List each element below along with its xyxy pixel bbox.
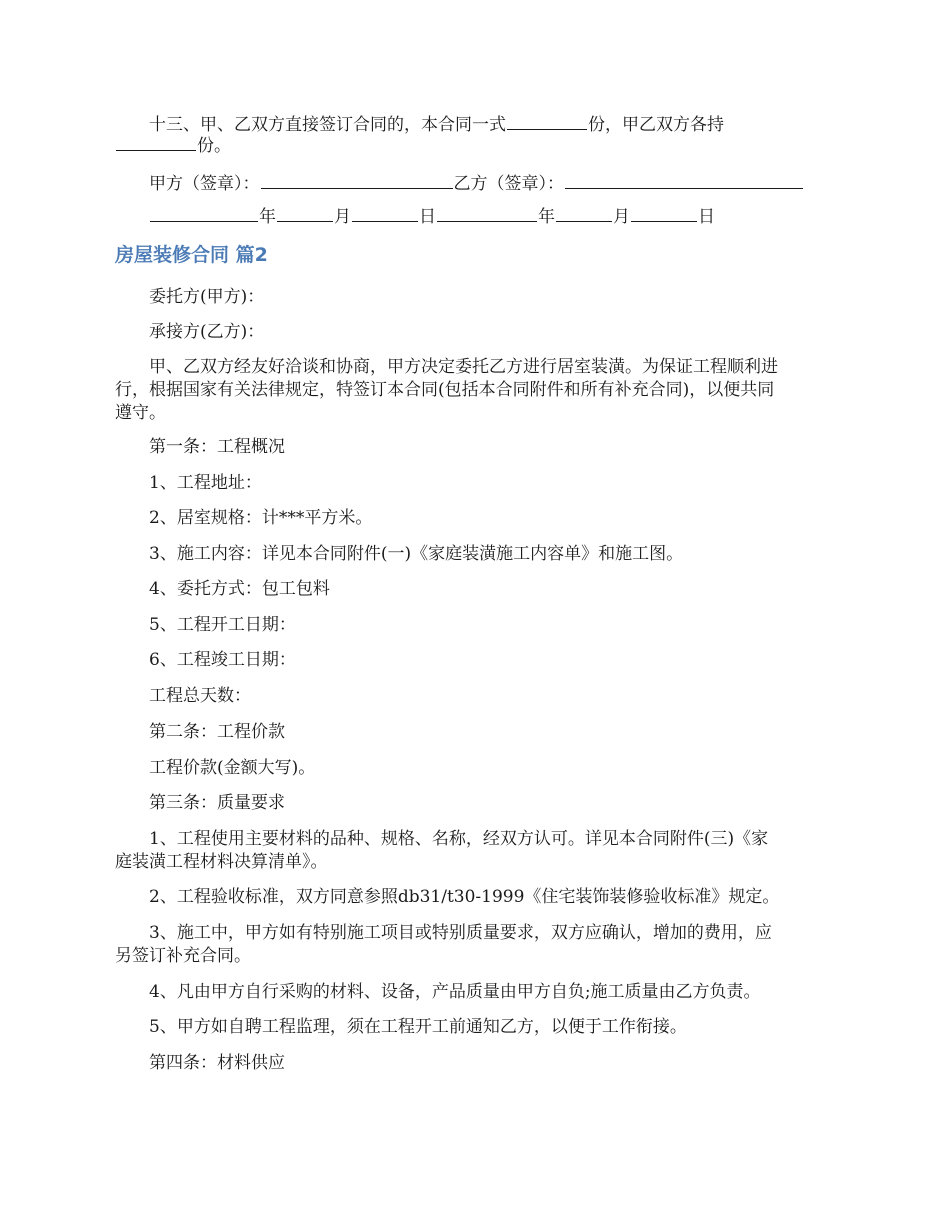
intro-line1: 甲、乙双方经友好洽谈和协商，甲方决定委托乙方进行居室装潢。为保证工程顺利进 bbox=[149, 357, 778, 377]
article1-item6: 6、工程竣工日期： bbox=[149, 650, 296, 670]
party-b-sign-label: 乙方（签章）： bbox=[453, 174, 564, 194]
day-blank-b bbox=[631, 205, 697, 222]
article3-item4: 4、凡由甲方自行采购的材料、设备，产品质量由甲方自负;施工质量由乙方负责。 bbox=[149, 982, 761, 1002]
article2-title: 第二条：工程价款 bbox=[149, 722, 285, 742]
article1-item5: 5、工程开工日期： bbox=[149, 615, 296, 635]
article3-item5: 5、甲方如自聘工程监理，须在工程开工前通知乙方，以便于工作衔接。 bbox=[149, 1017, 687, 1037]
article3-item2: 2、工程验收标准，双方同意参照db31/t30-1999《住宅装饰装修验收标准》规定。 bbox=[149, 887, 780, 907]
each-copies-blank bbox=[116, 134, 196, 151]
intro-line3: 遵守。 bbox=[115, 403, 166, 423]
day-label-a: 日 bbox=[419, 207, 436, 227]
copies-blank bbox=[507, 113, 587, 130]
section13-line2 bbox=[115, 134, 835, 158]
article1-item4: 4、委托方式：包工包料 bbox=[149, 579, 330, 599]
article1-item2: 2、居室规格：计***平方米。 bbox=[149, 508, 373, 528]
section13-text3: 份。 bbox=[197, 136, 231, 156]
year-blank-b bbox=[437, 205, 537, 222]
article1-total-days: 工程总天数： bbox=[149, 686, 251, 706]
article3-title: 第三条：质量要求 bbox=[149, 793, 285, 813]
day-blank-a bbox=[352, 205, 418, 222]
article3-item3-line1: 3、施工中，甲方如有特别施工项目或特别质量要求，双方应确认，增加的费用，应 bbox=[149, 923, 772, 943]
section13-text: 十三、甲、乙双方直接签订合同的，本合同一式 bbox=[149, 115, 506, 135]
intro-line2: 行，根据国家有关法律规定，特签订本合同(包括本合同附件和所有补充合同)，以便共同 bbox=[115, 380, 775, 400]
month-blank-b bbox=[556, 205, 612, 222]
contractor-line: 承接方(乙方)： bbox=[149, 322, 265, 342]
month-label-b: 月 bbox=[613, 207, 630, 227]
article3-item3-line2: 另签订补充合同。 bbox=[115, 946, 251, 966]
article1-item3: 3、施工内容：详见本合同附件(一)《家庭装潢施工内容单》和施工图。 bbox=[149, 544, 684, 564]
article3-item1-line2: 庭装潢工程材料决算清单》。 bbox=[115, 852, 328, 872]
client-line: 委托方(甲方)： bbox=[149, 287, 265, 307]
party-a-sign-blank bbox=[261, 172, 453, 189]
year-label-b: 年 bbox=[538, 207, 555, 227]
year-blank-a bbox=[150, 205, 258, 222]
article1-title: 第一条：工程概况 bbox=[149, 437, 285, 457]
section13-text2: 份，甲乙双方各持 bbox=[588, 115, 724, 135]
month-label-a: 月 bbox=[334, 207, 351, 227]
party-a-sign-label: 甲方（签章）： bbox=[149, 174, 260, 194]
contract-heading: 房屋装修合同 篇2 bbox=[115, 244, 268, 266]
article1-item1: 1、工程地址： bbox=[149, 473, 262, 493]
article4-title: 第四条：材料供应 bbox=[149, 1053, 285, 1073]
date-line bbox=[115, 205, 835, 229]
party-b-sign-blank bbox=[565, 172, 803, 189]
year-label-a: 年 bbox=[259, 207, 276, 227]
article2-price: 工程价款(金额大写)。 bbox=[149, 758, 316, 778]
day-label-b: 日 bbox=[698, 207, 715, 227]
article3-item1-line1: 1、工程使用主要材料的品种、规格、名称，经双方认可。详见本合同附件(三)《家 bbox=[149, 829, 769, 849]
signature-line bbox=[115, 172, 835, 196]
month-blank-a bbox=[277, 205, 333, 222]
